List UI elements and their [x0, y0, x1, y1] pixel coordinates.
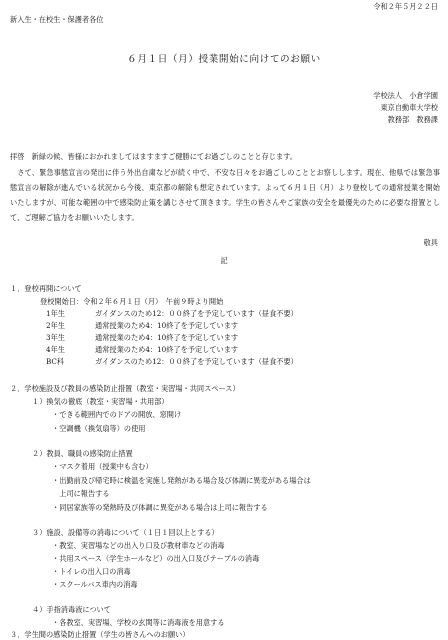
- page-title: ６月１日（月）授業開始に向けてのお願い: [127, 54, 321, 65]
- list-item: ・空調機（換気扇等）の使用: [52, 424, 146, 433]
- list-item: ・出勤前及び帰宅時に検温を実施し発熱がある場合及び体調に異変がある場合は: [52, 476, 311, 485]
- addressee: 新入生・在校生・保護者各位: [10, 15, 104, 24]
- grade-schedule: ガイダンスのため12：００終了を予定しています（昼食不要）: [95, 357, 298, 366]
- grade-schedule: 通常授業のため4：10終了を予定しています: [95, 321, 239, 330]
- list-item: 上司に報告する: [52, 489, 110, 498]
- sender-org: 学校法人 小倉学園: [373, 91, 438, 100]
- sub2-heading: ２）教員、職員の感染防止措置: [32, 449, 133, 458]
- grade-label: BC科: [46, 357, 65, 366]
- document-date: 令和２年５月２２日: [373, 2, 438, 11]
- grade-schedule: 通常授業のため4：10終了を予定しています: [95, 333, 239, 342]
- section2-heading: ２．学校施設及び教員の感染防止措置（教室・実習場・共同スペース）: [10, 384, 240, 393]
- sub4-heading: ４）手指消毒液について: [32, 605, 111, 614]
- closing-keigu: 敬具: [423, 238, 438, 247]
- grade-label: 3年生: [46, 333, 65, 342]
- list-item: ・スクールバス車内の消毒: [52, 580, 138, 589]
- sub1-heading: １）換気の徹底（教室・実習場・共用部）: [32, 397, 169, 406]
- greeting: 拝啓 新緑の候、皆様におかれましてはますますご健勝にてお過ごしのことと存じます。: [10, 152, 297, 161]
- list-item: ・教室、実習場などの出入り口及び教材車などの消毒: [52, 541, 225, 550]
- grade-schedule: 通常授業のため4：10終了を予定しています: [95, 345, 239, 354]
- grade-schedule: ガイダンスのため12：００終了を予定しています（昼食不要）: [95, 309, 298, 318]
- sender-dept: 教務部 教務課: [387, 115, 438, 124]
- list-item: ・各教室、実習場、学校の玄関等に消毒液を用意する: [52, 618, 225, 627]
- ki-marker: 記: [220, 256, 228, 265]
- section3-heading: ３．学生間の感染防止措置（学生の皆さんへのお願い）: [10, 630, 190, 639]
- list-item: ・トイレの出入口の消毒: [52, 567, 131, 576]
- body-paragraph: さて、緊急事態宣言の発出に伴う外出自粛などが続く中で、不安な日々をお過ごしのこととお察しします。現在、他県では緊急事態宣言の解除が進んでいる状況から今後、東京都の解除も想定されています。よって６月１日（月）より登校しての通常授業を開始いたしますが、可能な範囲の中で感染防止策を講じさせて頂きます。学生の皆さんやご家族の安全を最優先のために必要な措置として、ご理解ご協力をお願いいたします。: [10, 168, 440, 222]
- list-item: ・マスク着用（授業中も含む）: [52, 462, 153, 471]
- section1-start: 登校開始日：令和２年６月１日（月） 午前９時より開始: [40, 297, 224, 306]
- grade-label: 4年生: [46, 345, 65, 354]
- grade-label: 2年生: [46, 321, 65, 330]
- grade-label: 1年生: [46, 309, 65, 318]
- list-item: ・できる範囲内でのドアの開放、窓開け: [52, 410, 182, 419]
- list-item: ・共用スペース（学生ホールなど）の出入口及びテーブルの消毒: [52, 554, 260, 563]
- sender-school: 東京自動車大学校: [380, 103, 438, 112]
- sub3-heading: ３）施設、設備等の消毒について（１日１回以上とする）: [32, 528, 219, 537]
- list-item: ・同居家族等の発熱時及び体調に異変がある場合は上司に報告する: [52, 503, 268, 512]
- section1-heading: １．登校再開について: [10, 284, 82, 293]
